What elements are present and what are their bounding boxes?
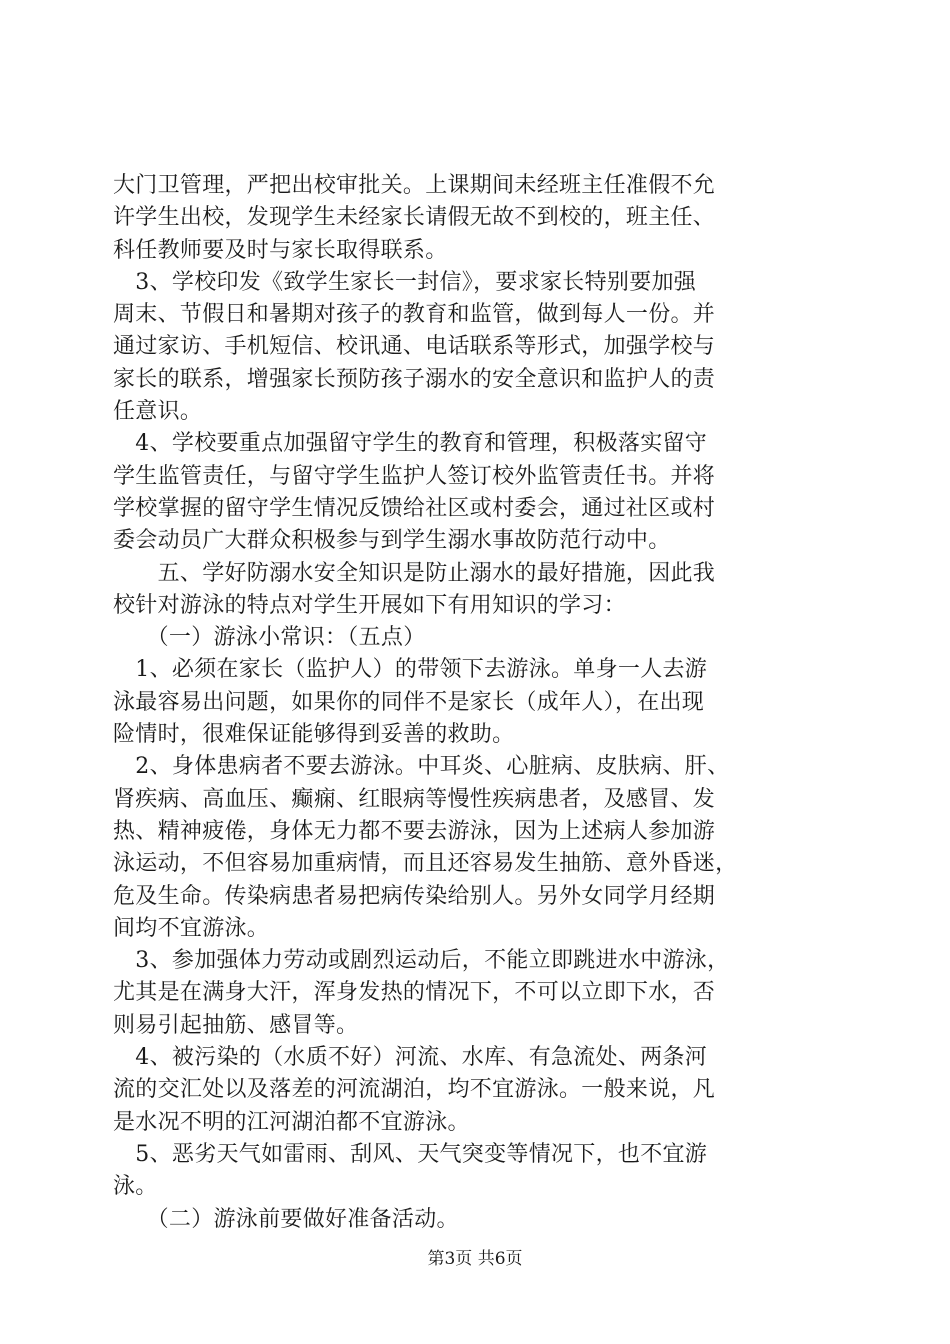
text-line: 科任教师要及时与家长取得联系。 (113, 237, 448, 263)
text-line: 家长的联系，增强家长预防孩子溺水的安全意识和监护人的责 (113, 366, 716, 392)
text-line: 肾疾病、高血压、癫痫、红眼病等慢性疾病患者，及感冒、发 (113, 786, 716, 812)
text-line: 则易引起抽筋、感冒等。 (113, 1012, 359, 1038)
subsection-heading: （一）游泳小常识：（五点） (113, 625, 426, 651)
text-line: 是水况不明的江河湖泊都不宜游泳。 (113, 1109, 470, 1135)
subsection-heading: （二）游泳前要做好准备活动。 (113, 1206, 459, 1232)
text-line: 校针对游泳的特点对学生开展如下有用知识的学习： (113, 592, 626, 618)
text-line: 4、学校要重点加强留守学生的教育和管理，积极落实留守 (113, 431, 708, 457)
text-line: 泳最容易出问题，如果你的同伴不是家长（成年人），在出现 (113, 689, 705, 715)
text-line: 任意识。 (113, 399, 203, 425)
text-line: 4、被污染的（水质不好）河流、水库、有急流处、两条河 (113, 1045, 708, 1071)
text-line: 大门卫管理，严把出校审批关。上课期间未经班主任准假不允 (113, 173, 716, 198)
text-line: 尤其是在满身大汗，浑身发热的情况下，不可以立即下水，否 (113, 980, 716, 1006)
text-line: 3、学校印发《致学生家长一封信》，要求家长特别要加强 (113, 269, 697, 295)
document-body (113, 170, 835, 1236)
text-line: 热、精神疲倦，身体无力都不要去游泳，因为上述病人参加游 (113, 818, 716, 844)
page-number-footer: 第3页 共6页 (427, 1249, 523, 1269)
text-line: 学生监管责任，与留守学生监护人签订校外监管责任书。并将 (113, 463, 716, 489)
text-line: 通过家访、手机短信、校讯通、电话联系等形式，加强学校与 (113, 334, 716, 360)
text-line: 泳。 (113, 1174, 158, 1200)
text-line: 泳运动，不但容易加重病情，而且还容易发生抽筋、意外昏迷， (113, 851, 738, 877)
text-line: 许学生出校，发现学生未经家长请假无故不到校的，班主任、 (113, 205, 716, 231)
text-line: 间均不宜游泳。 (113, 915, 270, 941)
text-line: 危及生命。传染病患者易把病传染给别人。另外女同学月经期 (113, 883, 716, 909)
text-line: 2、身体患病者不要去游泳。中耳炎、心脏病、皮肤病、肝、 (113, 754, 730, 780)
text-line: 险情时，很难保证能够得到妥善的救助。 (113, 722, 515, 748)
text-line: 5、恶劣天气如雷雨、刮风、天气突变等情况下，也不宜游 (113, 1141, 708, 1167)
text-line: 3、参加强体力劳动或剧烈运动后，不能立即跳进水中游泳， (113, 948, 730, 974)
text-line: 1、必须在家长（监护人）的带领下去游泳。单身一人去游 (113, 657, 708, 683)
text-line: 流的交汇处以及落差的河流湖泊，均不宜游泳。一般来说，凡 (113, 1077, 716, 1103)
text-line: 学校掌握的留守学生情况反馈给社区或村委会，通过社区或村 (113, 495, 716, 521)
text-line: 委会动员广大群众积极参与到学生溺水事故防范行动中。 (113, 528, 671, 554)
text-line: 周末、节假日和暑期对孩子的教育和监管，做到每人一份。并 (113, 302, 716, 328)
section-heading-line: 五、学好防溺水安全知识是防止溺水的最好措施，因此我 (113, 560, 716, 586)
